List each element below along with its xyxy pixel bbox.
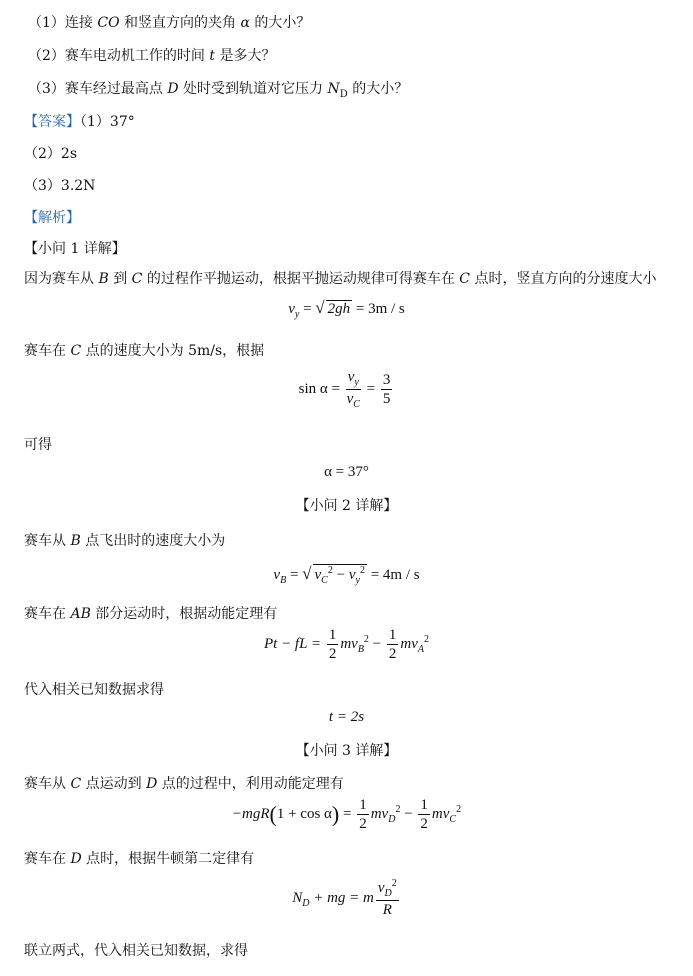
question-1: （1）连接 CO 和竖直方向的夹角 α 的大小？ bbox=[28, 15, 311, 31]
equation-energy: Pt − fL = $\frac{1}{2}$ $mv_B^2$ − $\frac{1}{2}$ $mv_A^2$ bbox=[263, 627, 429, 662]
sqrt-symbol: √ bbox=[302, 564, 312, 583]
part1-text2: 赛车在 C 点的速度大小为 5m/s，根据 bbox=[24, 343, 265, 359]
fraction: $\frac{1}{2}$ bbox=[359, 797, 367, 832]
equation-vy: $v_y$ = √ 2gh = 3m / s bbox=[288, 298, 405, 320]
sqrt-symbol: √ bbox=[315, 298, 325, 317]
fraction: $\frac{v_D^2}{R}$ bbox=[377, 878, 397, 918]
question-3: （3）赛车经过最高点 D 处时受到轨道对它压力 $N_D$ 的大小？ bbox=[28, 81, 409, 100]
part3-text2: 赛车在 D 点时，根据牛顿第二定律有 bbox=[24, 851, 255, 867]
part2-text1: 赛车从 B 点飞出时的速度大小为 bbox=[24, 533, 226, 549]
part2-text3: 代入相关已知数据求得 bbox=[24, 682, 164, 698]
equation-work-energy: −mgR(1 + cos α) = $\frac{1}{2}$ $mv_D^2$ − $\frac{1}{2}$ $mv_C^2$ bbox=[231, 797, 462, 832]
answer-label: 【答案】 bbox=[24, 114, 80, 130]
fraction: $\frac{3}{5}$ bbox=[382, 372, 391, 407]
part1-text1: 因为赛车从 B 到 C 的过程作平抛运动，根据平抛运动规律可得赛车在 C 点时，竖直方向的分速度大小 bbox=[24, 271, 657, 287]
fraction: $\frac{1}{2}$ bbox=[328, 627, 337, 662]
equation-vb: $v_B$ = √ $v_C^2 - v_y^2 = 4m / s$ bbox=[273, 564, 420, 586]
fraction: $\frac{v_y}{v_C}$ bbox=[346, 369, 360, 410]
equation-sin-alpha: sin α = $\frac{v_y}{v_C}$ = $\frac{3}{5}$ bbox=[298, 369, 391, 410]
part1-text3: 可得 bbox=[24, 437, 52, 453]
question-2: （2）赛车电动机工作的时间 t 是多大？ bbox=[28, 48, 276, 64]
part2-heading: 【小问 2 详解】 bbox=[295, 498, 398, 514]
part1-heading: 【小问 1 详解】 bbox=[24, 241, 126, 257]
answer-line-2: （2）2s bbox=[24, 146, 77, 162]
fraction: $\frac{1}{2}$ bbox=[420, 797, 428, 832]
equation-t: t = 2s bbox=[328, 709, 365, 725]
part3-text3: 联立两式，代入相关已知数据，求得 bbox=[24, 943, 248, 959]
part2-text2: 赛车在 AB 部分运动时，根据动能定理有 bbox=[24, 606, 278, 622]
fraction: $\frac{1}{2}$ bbox=[388, 627, 397, 662]
analysis-label: 【解析】 bbox=[24, 210, 80, 226]
answer-line-3: （3）3.2N bbox=[24, 178, 96, 194]
part3-text1: 赛车从 C 点运动到 D 点的过程中，利用动能定理有 bbox=[24, 776, 344, 792]
answer-line-1: 【答案】（1）37° bbox=[24, 114, 135, 130]
equation-newton: $N_D$ + mg = m $\frac{v_D^2}{R}$ bbox=[292, 878, 397, 918]
part3-heading: 【小问 3 详解】 bbox=[295, 743, 398, 759]
equation-alpha: α = 37° bbox=[324, 464, 369, 480]
